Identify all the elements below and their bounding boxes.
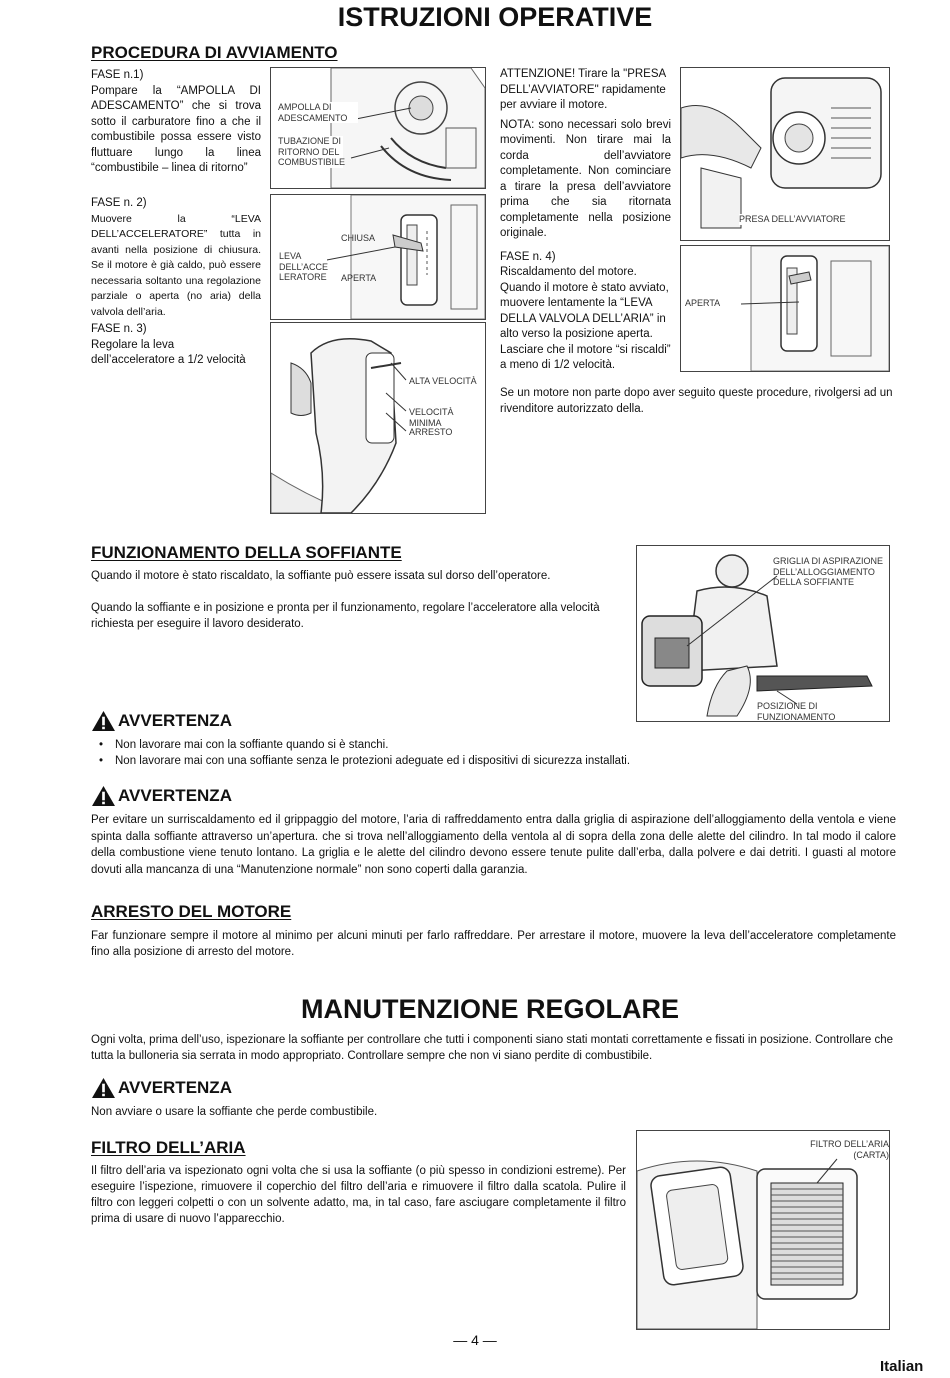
air-filter-drawing <box>637 1131 889 1329</box>
primer-bulb-figure <box>270 67 486 189</box>
step1-block <box>91 68 261 177</box>
page-number: — 4 — <box>453 1332 497 1348</box>
warning-2-text: Per evitare un surriscaldamento ed il grippaggio del motore, l’aria di raffreddamento entra dalla griglia di aspirazione dell’alloggiamento della ventola e viene spinta dalla soffiante attraverso un’apertura. che si trova nell’alloggiamento della ventola al di sopra della zona delle alette del cilindro. In tal modo il calore della combustione viene tenuto lontano. La griglia e le alette del cilindro devono essere tenute pulite dall’erba, dalla polvere e dai detriti. I guasti al motore dovuti alla mancanza di una “Manutenzione normale” non sono coperti dalla garanzia. <box>91 814 896 876</box>
starter-figure <box>680 67 890 241</box>
warning-1-item: • Non lavorare mai con la soffiante quando si è stanchi. <box>115 738 735 754</box>
attention-text: ATTENZIONE! Tirare la "PRESA DELL’AVVIATORE" rapidamente per avviare il motore. <box>500 68 666 111</box>
choke-open-figure <box>680 245 890 372</box>
language-tag: Italian <box>880 1358 924 1375</box>
stop-label: ARRESTO <box>409 427 453 437</box>
return-line-label: TUBAZIONE DI RITORNO DEL COMBUSTIBILE <box>278 136 346 167</box>
primer-engine-drawing <box>271 68 485 188</box>
step3-title: FASE n. 3) <box>91 323 147 335</box>
step2-text: Muovere la “LEVA DELL’ACCELERATORE” tutta in avanti nella posizione di chiusura. Se il motore è già caldo, può essere necessaria soltanto una regolazione parziale o aperta (no aria) della valvola dell’aria. <box>91 212 261 318</box>
step1-title: FASE n.1) <box>91 69 144 81</box>
working-position-label: POSIZIONE DI FUNZIONAMENTO <box>757 701 836 722</box>
maintenance-text: Ogni volta, prima dell’uso, ispezionare la soffiante per controllare che tutti i componenti siano stati montati correttamente e fissati in posizione. Controllare che tutta la bulloneria sia serrata in modo appropriato. Controllare sempre che non vi siano perdite di combustibile. <box>91 1034 894 1062</box>
stop-engine-heading: ARRESTO DEL MOTORE <box>91 902 292 921</box>
warning-1-item: • Non lavorare mai con una soffiante senza le protezioni adeguate ed i dispositivi di sicurezza installati. <box>115 754 735 770</box>
start-procedure-heading: PROCEDURA DI AVVIAMENTO <box>91 43 338 62</box>
choke-open-label-2: APERTA <box>685 298 721 308</box>
warning-triangle-icon <box>91 710 116 732</box>
air-filter-figure <box>636 1130 890 1330</box>
step3-block <box>91 322 261 369</box>
warning-1-list <box>91 738 735 769</box>
warning-1-label: AVVERTENZA <box>118 711 232 730</box>
maintenance-warning-text: Non avviare o usare la soffiante che perde combustibile. <box>91 1106 378 1118</box>
maintenance-title: MANUTENZIONE REGOLARE <box>301 994 679 1024</box>
start-right-column <box>500 67 671 374</box>
choke-open-label: APERTA <box>341 273 377 283</box>
start-fail-text: Se un motore non parte dopo aver seguito queste procedure, rivolgersi ad un rivenditore autorizzato della. <box>500 387 893 415</box>
operation-p1: Quando il motore è stato riscaldato, la soffiante può essere issata sul dorso dell’operatore. <box>91 570 551 582</box>
note-text: NOTA: sono necessari solo brevi movimenti. Non tirare mai la corda dell’avviatore completamente. Non cominciare a tirare la presa dell’avviatore prima che sia ritornata completamente nella posizione originale. <box>500 118 671 239</box>
step4-title: FASE n. 4) <box>500 250 556 263</box>
choke-open-drawing <box>681 246 889 371</box>
operation-heading: FUNZIONAMENTO DELLA SOFFIANTE <box>91 543 402 562</box>
warning-triangle-icon <box>91 1077 116 1099</box>
air-filter-heading: FILTRO DELL’ARIA <box>91 1138 246 1157</box>
step2-title: FASE n. 2) <box>91 197 147 209</box>
warning-3-heading <box>91 1077 232 1099</box>
stop-engine-text: Far funzionare sempre il motore al minimo per alcuni minuti per farlo raffreddare. Per arrestare il motore, muovere la leva dell’acceleratore completamente fino alla posizione di arresto del motore. <box>91 930 896 958</box>
step1-text: Pompare la “AMPOLLA DI ADESCAMENTO” che si trova sotto il carburatore fino a che il combustibile possa essere visto fluttuare lungo la linea “combustibile – linea di ritorno” <box>91 84 261 174</box>
warning-2-label: AVVERTENZA <box>118 786 232 805</box>
warning-3-label: AVVERTENZA <box>118 1078 232 1097</box>
throttle-lever-label: LEVA DELL’ACCE LERATORE <box>279 251 329 282</box>
step3-text: Regolare la leva dell’acceleratore a 1/2 velocità <box>91 338 246 366</box>
warning-2-heading <box>91 785 232 807</box>
operation-p2: Quando la soffiante e in posizione e pronta per il funzionamento, regolare l’acceleratore alla velocità richiesta per eseguire il lavoro desiderato. <box>91 602 600 630</box>
warning-triangle-icon <box>91 785 116 807</box>
step4-text: Riscaldamento del motore. Quando il motore è stato avviato, muovere lentamente la “LEVA DELLA VALVOLA DELL’ARIA” in alto verso la posizione aperta. Lasciare che il motore “si riscaldi” a meno di 1/2 velocità. <box>500 266 671 371</box>
intake-grille-label: GRIGLIA DI ASPIRAZIONE DELL’ALLOGGIAMENTO DELLA SOFFIANTE <box>773 556 884 587</box>
throttle-figure <box>270 322 486 514</box>
starter-grip-label: PRESA DELL’AVVIATORE <box>739 214 846 224</box>
choke-lever-figure <box>270 194 486 320</box>
operator-figure <box>636 545 890 722</box>
step2-block <box>91 196 261 320</box>
primer-label: AMPOLLA DI ADESCAMENTO <box>278 102 358 123</box>
warning-1-heading <box>91 710 232 732</box>
choke-closed-label: CHIUSA <box>341 233 376 243</box>
page-title: ISTRUZIONI OPERATIVE <box>337 2 653 32</box>
min-speed-label: VELOCITÀ MINIMA <box>409 407 454 428</box>
high-speed-label: ALTA VELOCITÀ <box>409 376 477 386</box>
air-filter-label: FILTRO DELL’ARIA (CARTA) <box>810 1139 889 1160</box>
air-filter-text: Il filtro dell’aria va ispezionato ogni volta che si usa la soffiante (o più spesso in condizioni estreme). Per eseguire l’ispezione, rimuovere il coperchio del filtro dell’aria e rimuovere il filtro dalla scatola. Pulire il filtro con leggeri colpetti o con un solvente adatto, ma, in tal caso, fare asciugare completamente il filtro prima di usare di nuovo l’apparecchio. <box>91 1165 626 1225</box>
